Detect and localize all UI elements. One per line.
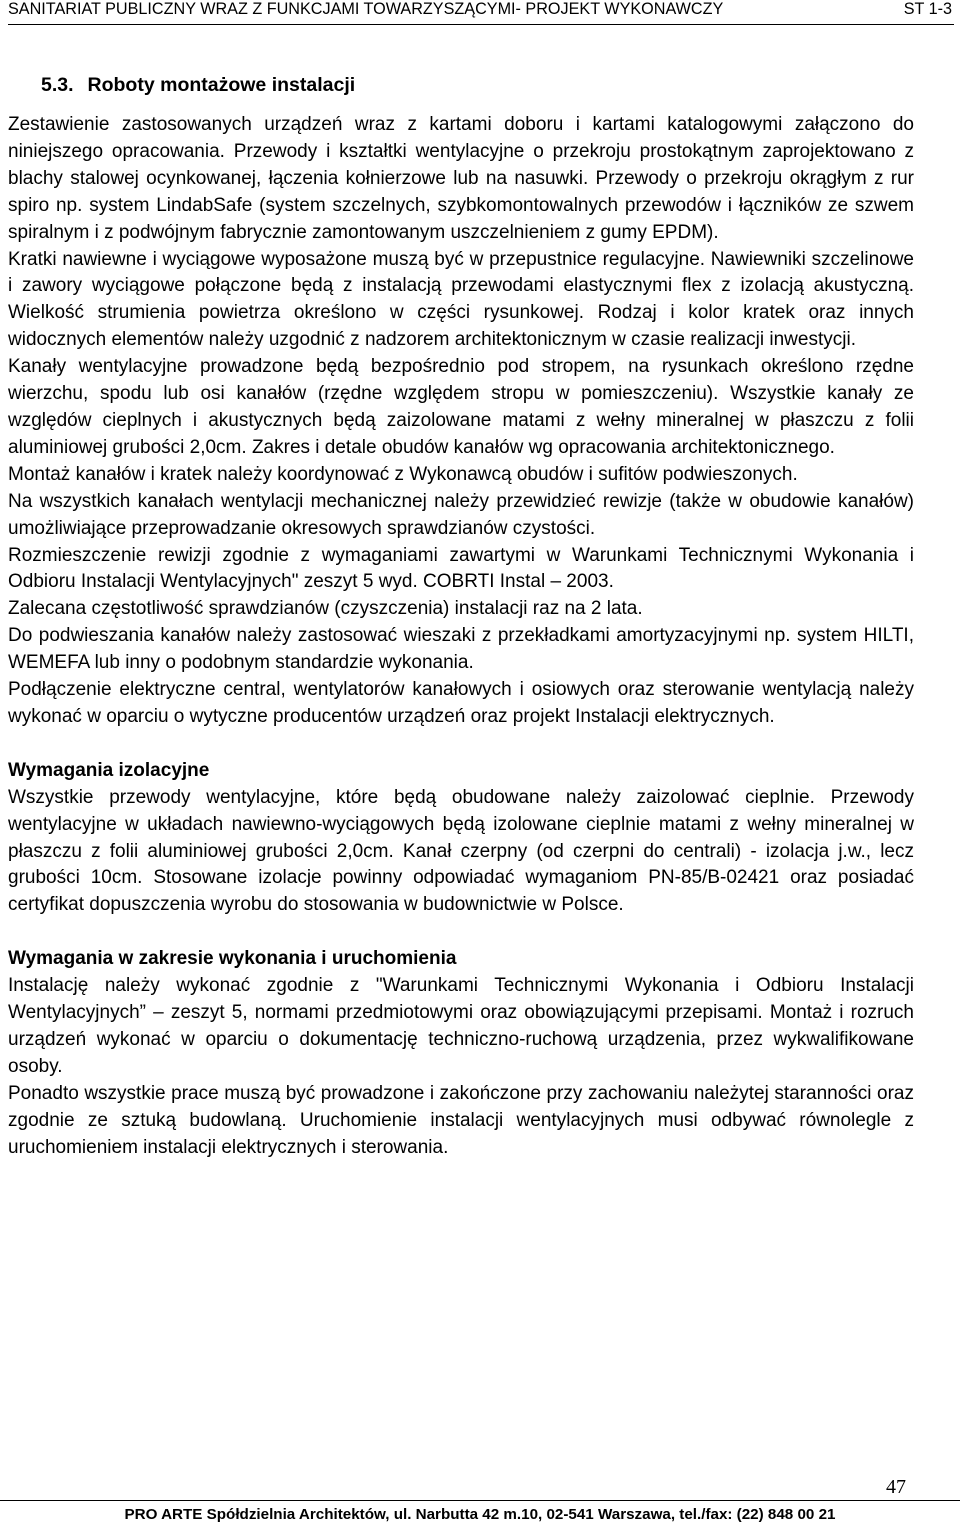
insulation-heading: Wymagania izolacyjne (8, 759, 210, 781)
paragraph: Zalecana częstotliwość sprawdzianów (czyszczenia) instalacji raz na 2 lata. (8, 598, 643, 620)
paragraph: Do podwieszania kanałów należy zastosować wieszaki z przekładkami amortyzacyjnymi np. system HILTI, WEMEFA lub inny o podobnym standardzie wykonania. (8, 625, 914, 674)
paragraph: Zestawienie zastosowanych urządzeń wraz z kartami doboru i kartami katalogowymi załączono do niniejszego opracowania. Przewody i kształtki wentylacyjne o przekroju prostokątnym zaprojektowano z blachy stalowej ocynkowanej, łączenia kołnierzowe lub na nasuwki. Przewody o przekroju okrągłym z rur spiro np. system LindabSafe (system szczelnych, szybkomontowalnych przewodów i łączników ze szwem spiralnym i z podwójnym fabrycznie zamontowanym uszczelnieniem z gumy EPDM). (8, 114, 914, 243)
header-spec-code: ST 1-3 (903, 0, 952, 18)
section-number: 5.3. (41, 74, 74, 96)
paragraph: Montaż kanałów i kratek należy koordynować z Wykonawcą obudów i sufitów podwieszonych. (8, 463, 798, 485)
execution-heading: Wymagania w zakresie wykonania i uruchomienia (8, 948, 457, 970)
document-body (8, 72, 914, 1162)
paragraph: Kanały wentylacyjne prowadzone będą bezpośrednio pod stropem, na rysunkach określono rzędne wierzchu, spodu lub osi kanałów (rzędne względem stropu w pomieszczeniu). Wszystkie kanały ze względów cieplnych i akustycznych będą zaizolowane matami z wełny mineralnej w płaszczu z folii aluminiowej grubości 2,0cm. Zakres i detale obudów kanałów wg opracowania architektonicznego. (8, 356, 914, 458)
header-title: SANITARIAT PUBLICZNY WRAZ Z FUNKCJAMI TOWARZYSZĄCYMI- PROJEKT WYKONAWCZY (8, 0, 724, 18)
paragraph: Na wszystkich kanałach wentylacji mechanicznej należy przewidzieć rewizje (także w obudowie kanałów) umożliwiające przeprowadzanie okresowych sprawdzianów czystości. (8, 490, 914, 539)
section-title: Roboty montażowe instalacji (87, 74, 356, 96)
paragraph: Instalację należy wykonać zgodnie z "Warunkami Technicznymi Wykonania i Odbioru Instalacji Wentylacyjnych” – zeszyt 5, normami przedmiotowymi oraz obowiązującymi przepisami. Montaż i rozruch urządzeń wykonać w oparciu o dokumentację techniczno-ruchową urządzenia, przez wykwalifikowane osoby. (8, 975, 914, 1077)
paragraph: Kratki nawiewne i wyciągowe wyposażone muszą być w przepustnice regulacyjne. Nawiewniki szczelinowe i zawory wyciągowe połączone będą z instalacją przewodami elastycznymi flex z izolacją akustyczną. Wielkość strumienia powietrza określono w części rysunkowej. Rodzaj i kolor kratek oraz innych widocznych elementów należy uzgodnić z nadzorem architektonicznym w czasie realizacji inwestycji. (8, 248, 914, 351)
paragraph: Ponadto wszystkie prace muszą być prowadzone i zakończone przy zachowaniu należytej staranności oraz zgodnie ze sztuką budowlaną. Uruchomienie instalacji wentylacyjnych musi odbywać równolegle z uruchomieniem instalacji elektrycznych i sterowania. (8, 1082, 914, 1158)
paragraph: Podłączenie elektryczne central, wentylatorów kanałowych i osiowych oraz sterowanie wentylacją należy wykonać w oparciu o wytyczne producentów urządzeń oraz projekt Instalacji elektrycznych. (8, 679, 914, 727)
page-header (8, 0, 954, 25)
paragraph: Wszystkie przewody wentylacyjne, które będą obudowane należy zaizolować cieplnie. Przewody wentylacyjne w układach nawiewno-wyciągowych będą izolowane cieplnie matami z wełny mineralnej w płaszczu z folii aluminiowej grubości 2,0cm. Kanał czerpny (od czerpni do centrali) - izolacja j.w., lecz grubości 10cm. Stosowane izolacje powinny odpowiadać wymaganiom PN-85/B-02421 oraz posiadać certyfikat dopuszczenia wyrobu do stosowania w budownictwie w Polsce. (8, 786, 914, 916)
section-heading (41, 72, 914, 99)
spacer (8, 919, 914, 946)
page-number: 47 (886, 1476, 906, 1498)
spacer (8, 731, 914, 758)
page-footer: PRO ARTE Spółdzielnia Architektów, ul. Narbutta 42 m.10, 02-541 Warszawa, tel./fax: (22) 848 00 21 (0, 1500, 960, 1532)
paragraph: Rozmieszczenie rewizji zgodnie z wymaganiami zawartymi w Warunkami Technicznymi Wykonania i Odbioru Instalacji Wentylacyjnych" zeszyt 5 wyd. COBRTI Instal – 2003. (8, 544, 914, 593)
